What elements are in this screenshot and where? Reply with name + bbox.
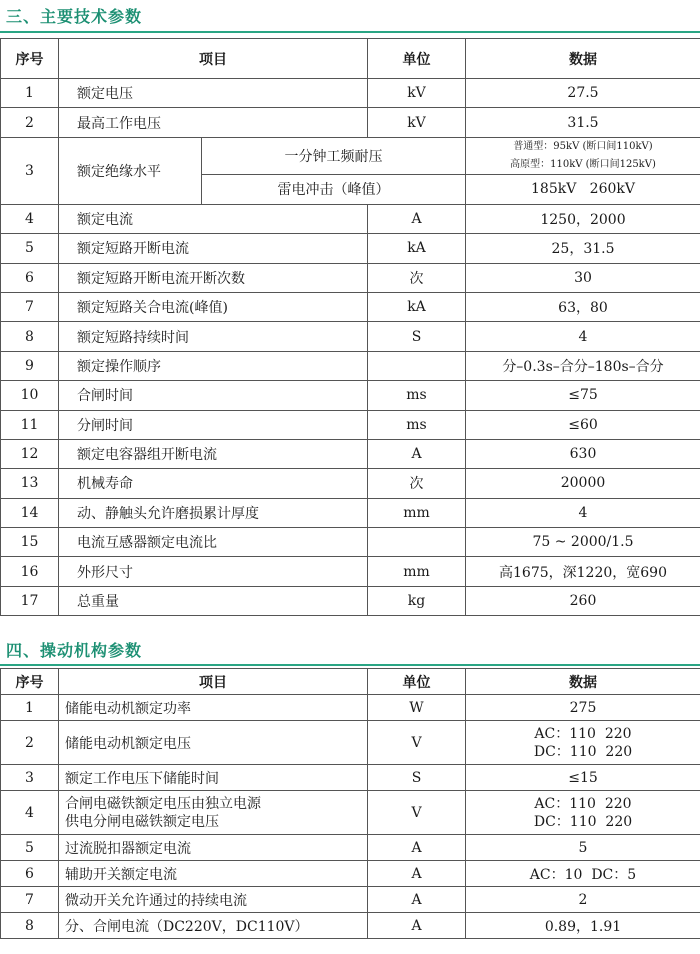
- row-unit: kA: [368, 292, 466, 321]
- row-unit: ms: [368, 381, 466, 410]
- table-row: [1, 557, 700, 586]
- row-no: 1: [1, 79, 59, 108]
- section-title-main-params: 三、主要技术参数: [6, 7, 143, 26]
- row-item: 额定短路关合电流(峰值): [59, 292, 368, 321]
- header-item: 项目: [59, 669, 368, 695]
- table-row: [1, 528, 700, 557]
- table-row: [1, 108, 700, 137]
- value-line: DC：110 220: [533, 813, 633, 830]
- value-line: AC：110 220: [534, 795, 632, 812]
- row-no: 5: [1, 234, 59, 263]
- header-item: 项目: [59, 39, 368, 79]
- table-row: [1, 469, 700, 498]
- row-item: 辅助开关额定电流: [59, 861, 368, 887]
- row-unit: ms: [368, 410, 466, 439]
- table-row: [1, 695, 700, 721]
- row-subitem: 一分钟工频耐压: [202, 137, 466, 174]
- table-row: [1, 791, 700, 835]
- table-row: [1, 322, 700, 351]
- value-line: AC：110 220: [534, 725, 632, 742]
- row-unit: V: [368, 721, 466, 765]
- row-item: 额定短路开断电流开断次数: [59, 263, 368, 292]
- table-row: [1, 835, 700, 861]
- section-divider: [0, 664, 700, 666]
- row-value: AC：10 DC：5: [466, 861, 700, 887]
- section-title-mechanism-params: 四、操动机构参数: [6, 641, 143, 660]
- table-row: [1, 765, 700, 791]
- row-value: ≤75: [466, 381, 700, 410]
- row-value: [466, 791, 700, 835]
- row-no: 6: [1, 263, 59, 292]
- row-unit: kA: [368, 234, 466, 263]
- row-item: 分闸时间: [59, 410, 368, 439]
- row-no: 6: [1, 861, 59, 887]
- table-header-row: [1, 39, 700, 79]
- row-item: 额定短路持续时间: [59, 322, 368, 351]
- row-value: ≤15: [466, 765, 700, 791]
- row-value: 630: [466, 439, 700, 468]
- row-no: 3: [1, 137, 59, 204]
- row-no: 4: [1, 204, 59, 233]
- row-unit: A: [368, 835, 466, 861]
- header-data: 数据: [466, 669, 700, 695]
- row-no: 16: [1, 557, 59, 586]
- row-unit: A: [368, 913, 466, 939]
- header-data: 数据: [466, 39, 700, 79]
- value-line: 高原型：110kV (断口间125kV): [510, 158, 656, 170]
- row-value: 4: [466, 498, 700, 527]
- row-unit: S: [368, 322, 466, 351]
- row-item: 机械寿命: [59, 469, 368, 498]
- row-unit: A: [368, 204, 466, 233]
- table-row: [1, 861, 700, 887]
- row-value: 20000: [466, 469, 700, 498]
- row-value: 30: [466, 263, 700, 292]
- table-row: [1, 721, 700, 765]
- row-item: 分、合闸电流（DC220V，DC110V）: [59, 913, 368, 939]
- table-row: [1, 586, 700, 615]
- table-row: [1, 410, 700, 439]
- row-value: 0.89，1.91: [466, 913, 700, 939]
- row-unit: mm: [368, 557, 466, 586]
- main-params-table: [0, 38, 700, 616]
- table-row: [1, 137, 700, 174]
- row-item: 最高工作电压: [59, 108, 368, 137]
- row-no: 12: [1, 439, 59, 468]
- row-no: 1: [1, 695, 59, 721]
- row-item: 额定操作顺序: [59, 351, 368, 380]
- header-unit: 单位: [368, 669, 466, 695]
- row-item: 额定电流: [59, 204, 368, 233]
- value-line: 普通型：95kV (断口间110kV): [513, 140, 653, 152]
- row-unit: 次: [368, 469, 466, 498]
- row-value: [466, 721, 700, 765]
- mechanism-params-table: [0, 668, 700, 939]
- header-unit: 单位: [368, 39, 466, 79]
- row-no: 4: [1, 791, 59, 835]
- row-value: [466, 137, 700, 174]
- row-no: 14: [1, 498, 59, 527]
- row-unit: S: [368, 765, 466, 791]
- table-row: [1, 79, 700, 108]
- row-item: 电流互感器额定电流比: [59, 528, 368, 557]
- table-row: [1, 263, 700, 292]
- row-no: 10: [1, 381, 59, 410]
- row-unit: mm: [368, 498, 466, 527]
- row-no: 8: [1, 322, 59, 351]
- row-value: 27.5: [466, 79, 700, 108]
- row-item: 过流脱扣器额定电流: [59, 835, 368, 861]
- row-unit: A: [368, 861, 466, 887]
- table-row: [1, 439, 700, 468]
- row-value: ≤60: [466, 410, 700, 439]
- row-value: 31.5: [466, 108, 700, 137]
- row-no: 8: [1, 913, 59, 939]
- row-no: 7: [1, 887, 59, 913]
- row-item: 合闸时间: [59, 381, 368, 410]
- row-item: 外形尺寸: [59, 557, 368, 586]
- row-item: 额定电压: [59, 79, 368, 108]
- row-value: 260: [466, 586, 700, 615]
- item-line: 供电分闸电磁铁额定电压: [65, 813, 219, 830]
- table-row: [1, 234, 700, 263]
- row-item: 额定绝缘水平: [59, 137, 202, 204]
- table-row: [1, 381, 700, 410]
- header-no: 序号: [1, 39, 59, 79]
- row-value: 5: [466, 835, 700, 861]
- row-item: 储能电动机额定功率: [59, 695, 368, 721]
- row-value: 分–0.3s–合分–180s–合分: [466, 351, 700, 380]
- row-item: [59, 791, 368, 835]
- row-item: 微动开关允许通过的持续电流: [59, 887, 368, 913]
- row-no: 11: [1, 410, 59, 439]
- row-item: 总重量: [59, 586, 368, 615]
- row-no: 2: [1, 108, 59, 137]
- row-item: 动、静触头允许磨损累计厚度: [59, 498, 368, 527]
- item-line: 合闸电磁铁额定电压由独立电源: [65, 795, 261, 812]
- row-unit: [368, 351, 466, 380]
- row-item: 额定短路开断电流: [59, 234, 368, 263]
- row-unit: [368, 528, 466, 557]
- table-row: [1, 292, 700, 321]
- row-unit: W: [368, 695, 466, 721]
- section-divider: [0, 31, 700, 33]
- row-value: 2: [466, 887, 700, 913]
- row-value: 1250，2000: [466, 204, 700, 233]
- row-no: 13: [1, 469, 59, 498]
- row-no: 7: [1, 292, 59, 321]
- row-value: 185kV 260kV: [466, 174, 700, 204]
- row-item: 储能电动机额定电压: [59, 721, 368, 765]
- row-value: 75 ~ 2000/1.5: [466, 528, 700, 557]
- table-row: [1, 351, 700, 380]
- table-row: [1, 913, 700, 939]
- row-value: 高1675，深1220，宽690: [466, 557, 700, 586]
- row-item: 额定工作电压下储能时间: [59, 765, 368, 791]
- row-unit: A: [368, 439, 466, 468]
- row-unit: 次: [368, 263, 466, 292]
- table-row: [1, 498, 700, 527]
- row-item: 额定电容器组开断电流: [59, 439, 368, 468]
- value-line: DC：110 220: [533, 743, 633, 760]
- row-no: 15: [1, 528, 59, 557]
- row-no: 17: [1, 586, 59, 615]
- row-no: 5: [1, 835, 59, 861]
- row-value: 63，80: [466, 292, 700, 321]
- row-unit: V: [368, 791, 466, 835]
- row-value: 25，31.5: [466, 234, 700, 263]
- row-no: 3: [1, 765, 59, 791]
- table-header-row: [1, 669, 700, 695]
- row-unit: kV: [368, 79, 466, 108]
- row-no: 9: [1, 351, 59, 380]
- header-no: 序号: [1, 669, 59, 695]
- row-value: 275: [466, 695, 700, 721]
- row-unit: A: [368, 887, 466, 913]
- table-row: [1, 887, 700, 913]
- row-subitem: 雷电冲击（峰值）: [202, 174, 466, 204]
- row-no: 2: [1, 721, 59, 765]
- row-unit: kV: [368, 108, 466, 137]
- row-unit: kg: [368, 586, 466, 615]
- table-row: [1, 204, 700, 233]
- row-value: 4: [466, 322, 700, 351]
